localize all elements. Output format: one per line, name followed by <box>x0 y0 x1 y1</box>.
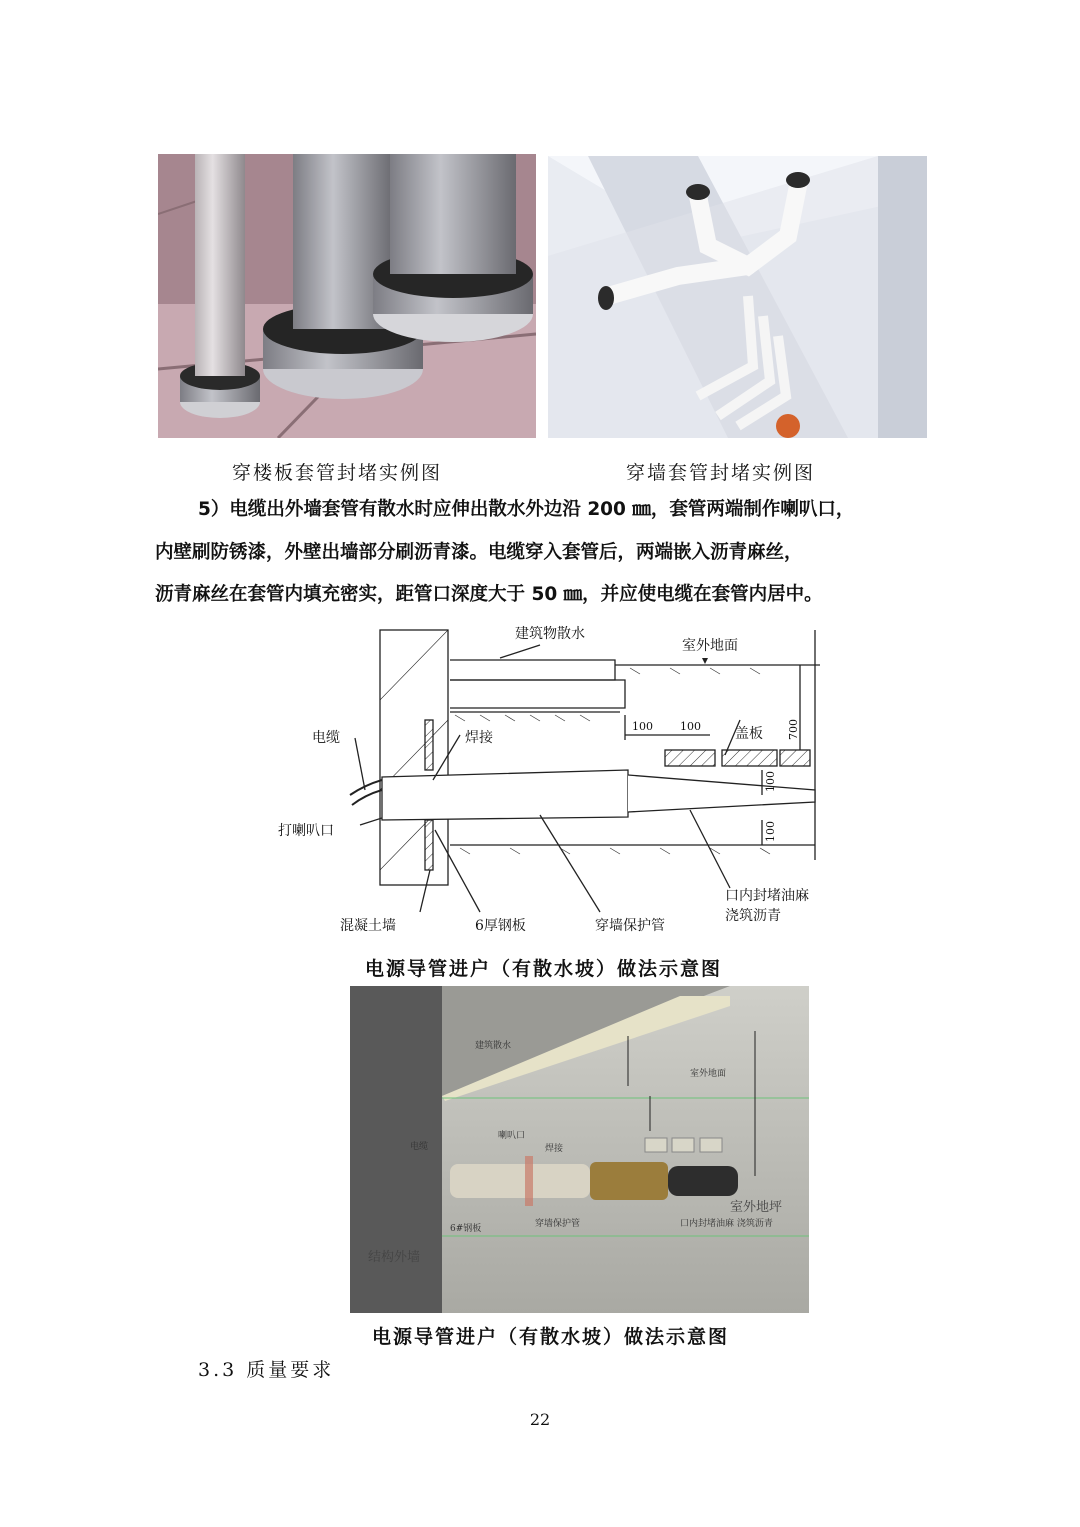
label-concrete-wall: 混凝土墙 <box>340 918 396 934</box>
dim-700: 700 <box>787 719 800 740</box>
dim-100-a: 100 <box>632 720 653 733</box>
paragraph-line-1: 5）电缆出外墙套管有散水时应伸出散水外边沿 200 ㎜，套管两端制作喇叭口， <box>198 499 855 520</box>
dim-100-b: 100 <box>680 720 701 733</box>
label-steel-plate: 6厚钢板 <box>475 918 526 934</box>
label-protective-pipe: 穿墙保护管 <box>595 918 665 934</box>
render-label-wall: 结构外墙 <box>368 1250 421 1265</box>
render-label-ground: 室外地面 <box>690 1069 727 1079</box>
paragraph-line-2: 内壁刷防锈漆，外壁出墙部分刷沥青漆。电缆穿入套管后，两端嵌入沥青麻丝， <box>155 542 803 563</box>
section-heading: 3.3 质量要求 <box>198 1359 335 1381</box>
conduit-entry-render <box>350 986 809 1313</box>
page-number: 22 <box>529 1410 551 1429</box>
label-apron: 建筑物散水 <box>515 626 585 642</box>
wall-sleeve-photo <box>548 156 927 438</box>
render-label-apron: 建筑散水 <box>475 1041 512 1051</box>
conduit-entry-diagram <box>270 620 830 945</box>
label-ground: 室外地面 <box>682 638 738 654</box>
render-label-plate: 6#钢板 <box>450 1224 482 1234</box>
render-label-weld: 焊接 <box>545 1144 564 1154</box>
dim-100-d: 100 <box>764 821 777 842</box>
label-seal-1: 口内封堵油麻 <box>725 888 809 904</box>
render-caption: 电源导管进户（有散水坡）做法示意图 <box>372 1326 730 1348</box>
dim-100-c: 100 <box>764 771 777 792</box>
label-seal-2: 浇筑沥青 <box>725 908 781 924</box>
label-weld: 焊接 <box>465 730 493 746</box>
diagram-caption: 电源导管进户（有散水坡）做法示意图 <box>365 958 723 980</box>
wall-photo-caption: 穿墙套管封堵实例图 <box>626 462 816 484</box>
render-label-flare: 喇叭口 <box>498 1131 526 1141</box>
label-flare: 打喇叭口 <box>278 823 334 839</box>
floor-sleeve-photo <box>158 154 536 438</box>
floor-photo-caption: 穿楼板套管封堵实例图 <box>232 462 443 484</box>
render-label-cable: 电缆 <box>410 1142 429 1152</box>
label-cable: 电缆 <box>312 730 340 746</box>
render-label-pipe: 穿墙保护管 <box>535 1219 581 1229</box>
paragraph-line-3: 沥青麻丝在套管内填充密实，距管口深度大于 50 ㎜，并应使电缆在套管内居中。 <box>155 584 823 605</box>
render-label-seal: 口内封堵油麻 浇筑沥青 <box>680 1219 773 1229</box>
render-label-floor: 室外地坪 <box>730 1200 783 1215</box>
label-cover: 盖板 <box>735 726 763 742</box>
